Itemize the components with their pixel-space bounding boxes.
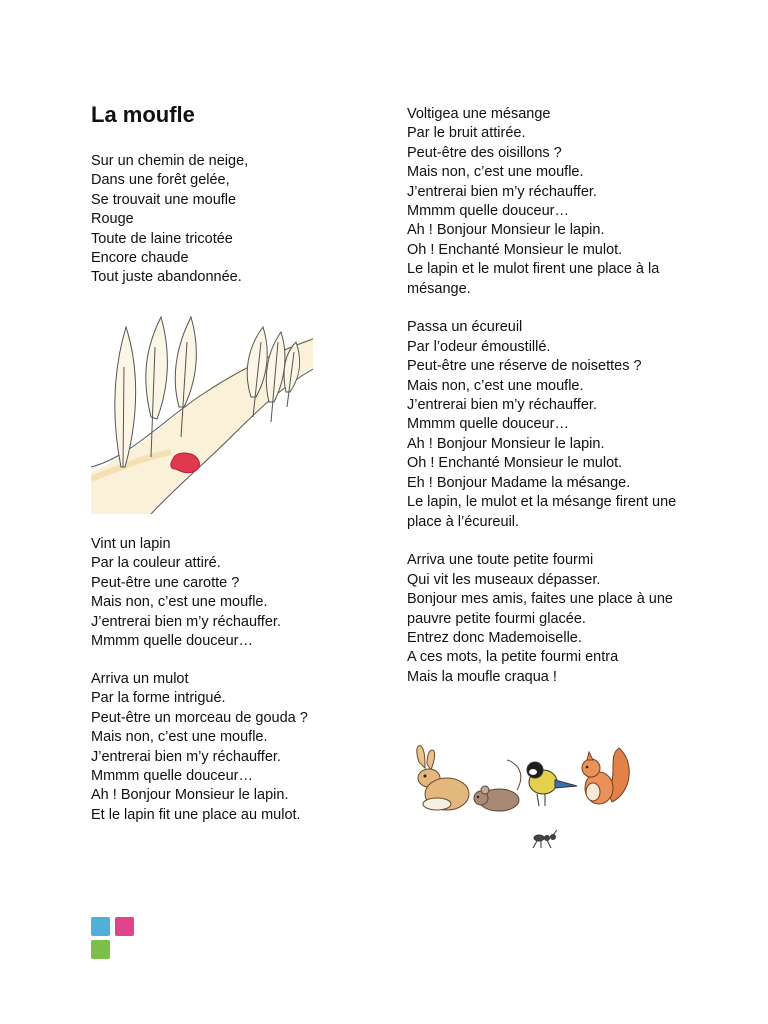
poem-line: Par la forme intrigué. [91, 690, 226, 707]
poem-line: Le lapin, le mulot et la mésange firent une place à l’écureuil. [407, 494, 677, 530]
poem-line: Peut-être une réserve de noisettes ? [407, 358, 642, 375]
publisher-logos [91, 917, 137, 959]
poem-line: Encore chaude [91, 250, 189, 267]
poem-line: Vint un lapin [91, 536, 171, 552]
poem-line: Mais non, c’est une moufle. [91, 594, 268, 611]
poem-line: Le lapin et le mulot firent une place à la mésange. [407, 261, 660, 297]
poem-line: Oh ! Enchanté Monsieur le mulot. [407, 241, 623, 258]
poem-line: Arriva une toute petite fourmi [407, 552, 594, 569]
stanza-squirrel [407, 318, 707, 531]
logo-green-icon [91, 940, 110, 959]
poem-line: Par le bruit attirée. [407, 125, 526, 142]
poem-line: Mais la moufle craqua ! [407, 668, 557, 685]
rabbit-icon [417, 746, 469, 810]
poem-line: Eh ! Bonjour Madame la mésange. [407, 474, 631, 491]
poem-line: Mais non, c’est une moufle. [91, 729, 268, 746]
stanza-rabbit [91, 535, 371, 651]
stanza-tit [407, 105, 707, 299]
poem-line: Se trouvait une moufle [91, 191, 237, 208]
right-column [407, 105, 707, 707]
ant-icon [533, 830, 557, 848]
poem-line: Peut-être un morceau de gouda ? [91, 709, 308, 726]
poem-line: Mais non, c’est une moufle. [407, 377, 584, 394]
poem-line: Ah ! Bonjour Monsieur le lapin. [91, 787, 289, 804]
poem-line: Oh ! Enchanté Monsieur le mulot. [407, 455, 623, 472]
logo-blue-icon [91, 917, 110, 936]
stanza-mouse [91, 670, 371, 825]
poem-line: Et le lapin fit une place au mulot. [91, 806, 301, 823]
winter-forest-illustration [91, 307, 313, 514]
poem-line: Bonjour mes amis, faites une place à une pauvre petite fourmi glacée. [407, 591, 673, 627]
poem-line: Rouge [91, 211, 134, 228]
mouse-icon [474, 760, 521, 811]
poem-line: Tout juste abandonnée. [91, 269, 242, 286]
poem-line: Mmmm quelle douceur… [91, 633, 253, 650]
poem-line: Mmmm quelle douceur… [407, 416, 569, 433]
poem-line: Arriva un mulot [91, 671, 189, 687]
poem-line: Mais non, c’est une moufle. [407, 164, 584, 181]
poem-line: Dans une forêt gelée, [91, 172, 230, 189]
poem-line: Toute de laine tricotée [91, 230, 233, 247]
poem-line: Voltigea une mésange [407, 106, 551, 122]
poem-line: Peut-être une carotte ? [91, 574, 240, 591]
animals-illustration [407, 742, 639, 852]
poem-line: Par la couleur attiré. [91, 555, 221, 572]
stanza-ant [407, 551, 707, 687]
poem-line: Passa un écureuil [407, 319, 523, 336]
poem-title: La moufle [91, 102, 195, 127]
poem-line: Peut-être des oisillons ? [407, 144, 562, 161]
poem-line: A ces mots, la petite fourmi entra [407, 649, 619, 666]
poem-line: Entrez donc Mademoiselle. [407, 629, 582, 646]
poem-line: Par l’odeur émoustillé. [407, 338, 551, 355]
poem-line: Ah ! Bonjour Monsieur le lapin. [407, 435, 605, 452]
poem-line: Mmmm quelle douceur… [407, 203, 569, 220]
poem-line: Mmmm quelle douceur… [91, 768, 253, 785]
stanza-mitten [91, 152, 371, 288]
poem-line: Qui vit les museaux dépasser. [407, 571, 601, 588]
poem-line: Sur un chemin de neige, [91, 153, 249, 169]
poem-line: Ah ! Bonjour Monsieur le lapin. [407, 222, 605, 239]
squirrel-icon [582, 748, 629, 804]
poem-line: J’entrerai bien m’y réchauffer. [407, 183, 597, 200]
tit-bird-icon [527, 762, 577, 806]
poem-line: J’entrerai bien m’y réchauffer. [91, 748, 281, 765]
poem-line: J’entrerai bien m’y réchauffer. [91, 613, 281, 630]
poem-line: J’entrerai bien m’y réchauffer. [407, 397, 597, 414]
logo-pink-icon [115, 917, 134, 936]
